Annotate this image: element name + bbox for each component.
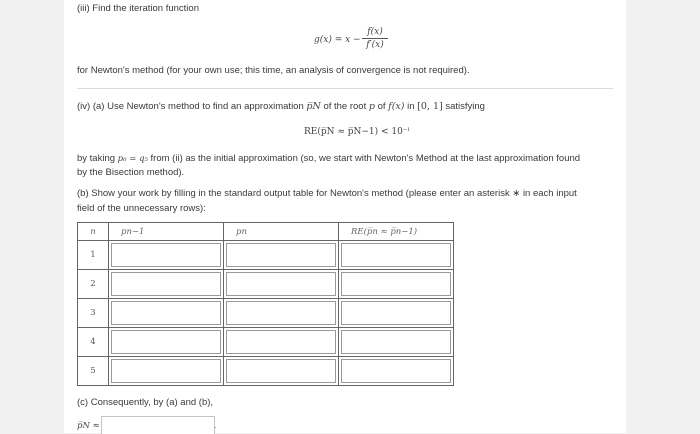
input-re-row-2[interactable] xyxy=(341,272,451,296)
initial-approx-symbol: p₀ = q₅ xyxy=(117,154,148,164)
table-row xyxy=(78,270,454,299)
cell-pn-minus-1 xyxy=(109,241,224,270)
section-divider xyxy=(77,88,613,89)
stopping-condition: RE(p̅N ≈ p̅N−1) < 10⁻ˡ xyxy=(304,127,410,137)
input-pn-row-5[interactable] xyxy=(226,359,336,383)
answer-period: . xyxy=(214,420,217,431)
part-iv-a-text-2: of the root xyxy=(323,101,367,112)
cell-re xyxy=(339,270,454,299)
table-row xyxy=(78,299,454,328)
input-pn-minus-1-row-3[interactable] xyxy=(111,301,221,325)
interval: [0, 1] xyxy=(417,101,443,112)
cell-re xyxy=(339,241,454,270)
input-pn-minus-1-row-1[interactable] xyxy=(111,243,221,267)
symbol-pN: p̅N xyxy=(306,101,321,112)
cell-pn-minus-1 xyxy=(109,328,224,357)
formula-numerator: f(x) xyxy=(367,27,383,37)
cell-pn-minus-1 xyxy=(109,270,224,299)
part-iv-b-line-1: (b) Show your work by filling in the standard output table for Newton's method (please enter an asterisk ∗ in each input xyxy=(77,188,577,199)
taking-text-1: by taking xyxy=(77,153,116,164)
part-iii-heading: (iii) Find the iteration function xyxy=(77,3,199,14)
answer-label: p̅N ≈ xyxy=(77,421,100,431)
cell-pn xyxy=(224,357,339,386)
formula-lhs: g(x) = x − xyxy=(314,35,361,45)
row-index: 3 xyxy=(78,299,109,328)
cell-pn xyxy=(224,328,339,357)
cell-re xyxy=(339,357,454,386)
table-row xyxy=(78,241,454,270)
part-iv-a-text-4: in xyxy=(407,101,415,112)
input-re-row-4[interactable] xyxy=(341,330,451,354)
taking-line-2: by the Bisection method). xyxy=(77,167,185,178)
header-relative-error: RE(p̅n ≈ p̅n−1) xyxy=(339,223,454,241)
table-row xyxy=(78,357,454,386)
cell-pn xyxy=(224,299,339,328)
part-iv-b-line-2: field of the unnecessary rows): xyxy=(77,203,206,214)
input-pn-minus-1-row-2[interactable] xyxy=(111,272,221,296)
row-index: 4 xyxy=(78,328,109,357)
fraction-bar xyxy=(362,38,388,39)
cell-pn xyxy=(224,241,339,270)
part-iv-c-line: (c) Consequently, by (a) and (b), xyxy=(77,397,214,408)
part-iii-note: for Newton's method (for your own use; this time, an analysis of convergence is not required). xyxy=(77,65,470,76)
table-header-row xyxy=(78,223,454,241)
input-re-row-3[interactable] xyxy=(341,301,451,325)
input-pn-row-1[interactable] xyxy=(226,243,336,267)
header-n: n xyxy=(78,223,109,241)
row-index: 1 xyxy=(78,241,109,270)
header-pn-minus-1: pn−1 xyxy=(109,223,224,241)
header-pn: pn xyxy=(224,223,339,241)
answer-input[interactable] xyxy=(101,416,215,434)
cell-re xyxy=(339,299,454,328)
input-re-row-1[interactable] xyxy=(341,243,451,267)
formula-denominator: f′(x) xyxy=(366,40,384,50)
taking-text-2: from (ii) as the initial approximation (so, we start with Newton's Method at the last approximation found xyxy=(150,153,581,164)
part-iv-a-text-1: (iv) (a) Use Newton's method to find an approximation xyxy=(77,101,304,112)
input-pn-minus-1-row-4[interactable] xyxy=(111,330,221,354)
cell-re xyxy=(339,328,454,357)
cell-pn-minus-1 xyxy=(109,357,224,386)
part-iv-a-text-5: satisfying xyxy=(445,101,485,112)
cell-pn-minus-1 xyxy=(109,299,224,328)
input-re-row-5[interactable] xyxy=(341,359,451,383)
row-index: 5 xyxy=(78,357,109,386)
symbol-fx: f(x) xyxy=(388,101,405,112)
input-pn-minus-1-row-5[interactable] xyxy=(111,359,221,383)
taking-line-1 xyxy=(77,152,580,166)
formula-fraction xyxy=(362,27,388,50)
newton-output-table xyxy=(77,222,454,386)
input-pn-row-2[interactable] xyxy=(226,272,336,296)
input-pn-row-4[interactable] xyxy=(226,330,336,354)
part-iv-a-line xyxy=(77,100,485,114)
table-row xyxy=(78,328,454,357)
symbol-p: p xyxy=(368,101,375,112)
cell-pn xyxy=(224,270,339,299)
row-index: 2 xyxy=(78,270,109,299)
part-iv-a-text-3: of xyxy=(377,101,386,112)
input-pn-row-3[interactable] xyxy=(226,301,336,325)
